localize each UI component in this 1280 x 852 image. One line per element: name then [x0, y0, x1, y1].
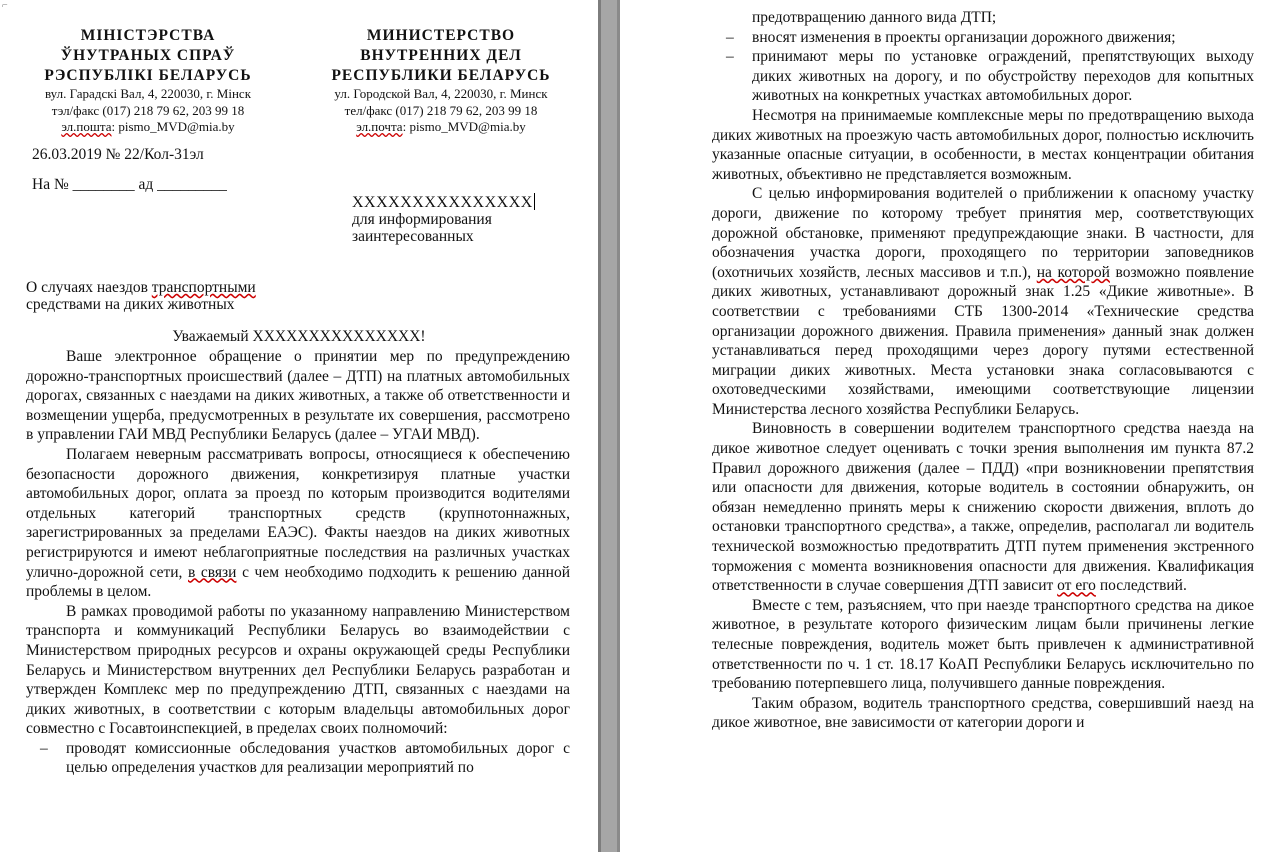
- list-item: – вносят изменения в проекты организации дорожного движения;: [726, 28, 1176, 46]
- address-russian: [312, 86, 570, 136]
- paragraph: В рамках проводимой работы по указанному направлению Министерством транспорта и коммуникаций Республики Беларусь во взаимодействии с Министерством природных ресурсов и охраны окружающей среды Республики Беларусь и Министерством внутренних дел Республики Беларусь разработан и утвержден Комплекс мер по предупреждению ДТП, связанных с наездами на диких животных, в соответствии с которым владельцы автомобильных дорог совместно с Госавтоинспекцией, в пределах своих полномочий:: [26, 602, 570, 738]
- paragraph: С целью информирования водителей о приближении к опасному участку дороги, движение по которому требует принятия мер, соответствующих дорожной обстановке, применяют предупреждающие знаки. В частности, для обозначения участка дороги, проходящего по территории заповедников (охотничьих хозяйств, лесных массивов и т.п.), на которой возможно появление диких животных, устанавливают дорожный знак 1.25 «Дикие животные». В соответствии с требованиями СТБ 1300-2014 «Технические средства организации дорожного движения. Правила применения» данный знак должен устанавливаться перед проходящими через дорогу путями естественной миграции диких животных. Места установки знака согласовываются с охотоведческими хозяйствами, имеющими соответствующие лицензии Министерства лесного хозяйства Республики Беларусь.: [712, 185, 1254, 418]
- greeting: Уважаемый ХХХХХХХХХХХХХХХ!: [172, 328, 426, 345]
- email-value: : pismo_MVD@mia.by: [111, 119, 235, 134]
- text-cursor: [534, 193, 535, 210]
- page-separator: [598, 0, 620, 852]
- header-ru-line: ВНУТРЕННИХ ДЕЛ: [360, 47, 522, 64]
- header-ru-line: РЕСПУБЛИКИ БЕЛАРУСЬ: [331, 67, 551, 84]
- paragraph: Ваше электронное обращение о принятии мер по предупреждению дорожно-транспортных происшествий (далее – ДТП) на платных автомобильных дорогах, связанных с наездами на диких животных, а также об ответственности и возмещении ущерба, предусмотренных в результате их совершения, рассмотрено в управлении ГАИ МВД Республики Беларусь (далее – УГАИ МВД).: [26, 348, 570, 444]
- email-label: эл.почта: [356, 119, 403, 134]
- list-item: – принимают меры по установке ограждений, препятствующих выходу диких животных на дорогу, и по обустройству переходов для копытных животных на конкретных участках автомобильных дорог.: [726, 48, 1254, 105]
- reply-to-line: На № ________ ад _________: [32, 176, 227, 193]
- paragraph: Виновность в совершении водителем транспортного средства наезда на дикое животное следует оценивать с точки зрения выполнения им пункта 87.2 Правил дорожного движения (далее – ПДД) «при возникновении препятствия или опасности для движения, которые водитель в состоянии обнаружить, он обязан немедленно принять меры к снижению скорости движения, вплоть до остановки транспортного средства», а также, определив, располагал ли водитель технической возможностью предотвратить ДТП путем применения экстренного торможения с момента возникновения опасности для движения. Квалификация ответственности в случае совершения ДТП зависит от его последствий.: [712, 420, 1254, 595]
- address-ru-line1: ул. Городской Вал, 4, 220030, г. Минск: [334, 86, 548, 101]
- address-by-email: [18, 119, 278, 136]
- letter-body-right[interactable]: [712, 8, 1254, 733]
- address-ru-line2: тел/факс (017) 218 79 62, 203 99 18: [344, 102, 538, 118]
- recipient-name: ХХХХХХХХХХХХХХХ: [352, 194, 533, 211]
- paragraph: Таким образом, водитель транспортного средства, совершивший наезд на дикое животное, вне зависимости от категории дороги и: [712, 694, 1254, 732]
- address-by-line2: тэл/факс (017) 218 79 62, 203 99 18: [51, 102, 245, 118]
- recipient-line1: для информирования: [352, 211, 492, 228]
- address-by-line1: вул. Гарадскі Вал, 4, 220030, г. Мінск: [44, 86, 252, 101]
- letter-subject: О случаях наездов транспортными средствами на диких животных: [26, 279, 256, 313]
- paragraph: Полагаем неверным рассматривать вопросы, относящиеся к обеспечению безопасности дорожного движения, конкретизируя платные участки автомобильных дорог, оплата за проезд по которым производится водителями отдельных категорий транспортных средств (крупнотоннажных, зарегистрированных за пределами ЕАЭС). Факты наездов на диких животных регистрируются и имеют неблагоприятные последствия на различных участках улично-дорожной сети, в связи с чем необходимо подходить к решению данной проблемы в целом.: [26, 445, 570, 601]
- header-by-line: МІНІСТЭРСТВА: [80, 27, 216, 44]
- document-page-left: [0, 0, 598, 852]
- address-belarusian: [18, 86, 278, 136]
- list-item: – проводят комиссионные обследования участков автомобильных дорог с целью определения участков для реализации мероприятий по: [40, 739, 570, 777]
- spellcheck-word: в связи: [188, 563, 237, 581]
- email-label: эл.пошта: [61, 119, 112, 134]
- header-russian: [312, 26, 570, 86]
- header-belarusian: [18, 26, 278, 86]
- spellcheck-word: транспортными: [151, 279, 256, 296]
- date-number: 26.03.2019 № 22/Кол-31эл: [32, 146, 204, 163]
- email-value: : pismo_MVD@mia.by: [402, 119, 526, 134]
- paragraph: Несмотря на принимаемые комплексные меры по предотвращению выхода диких животных на проезжую часть автомобильных дорог, полностью исключить указанные опасные ситуации, в особенности, в местах концентрации обитания животных, объективно не представляется возможным.: [712, 106, 1254, 183]
- letter-body-left[interactable]: [26, 347, 570, 778]
- page-corner-mark: ⌐: [2, 0, 8, 11]
- address-ru-email: [312, 119, 570, 136]
- header-ru-line: МИНИСТЕРСТВО: [366, 27, 516, 44]
- recipient-block[interactable]: [352, 193, 535, 245]
- list-item-continued: предотвращению данного вида ДТП;: [752, 9, 997, 26]
- document-page-right: [620, 0, 1280, 852]
- paragraph: Вместе с тем, разъясняем, что при наезде транспортного средства на дикое животное, в результате которого физическим лицам были причинены легкие телесные повреждения, водитель может быть привлечен к административной ответственности по ч. 1 ст. 18.17 КоАП Республики Беларусь исключительно по требованию потерпевшего лица, получившего данные повреждения.: [712, 596, 1254, 693]
- spellcheck-word: на которой: [1036, 263, 1110, 281]
- header-by-line: РЭСПУБЛІКІ БЕЛАРУСЬ: [44, 67, 252, 84]
- spellcheck-word: от его: [1057, 577, 1096, 595]
- recipient-line2: заинтересованных: [352, 228, 474, 245]
- header-by-line: ЎНУТРАНЫХ СПРАЎ: [60, 47, 236, 64]
